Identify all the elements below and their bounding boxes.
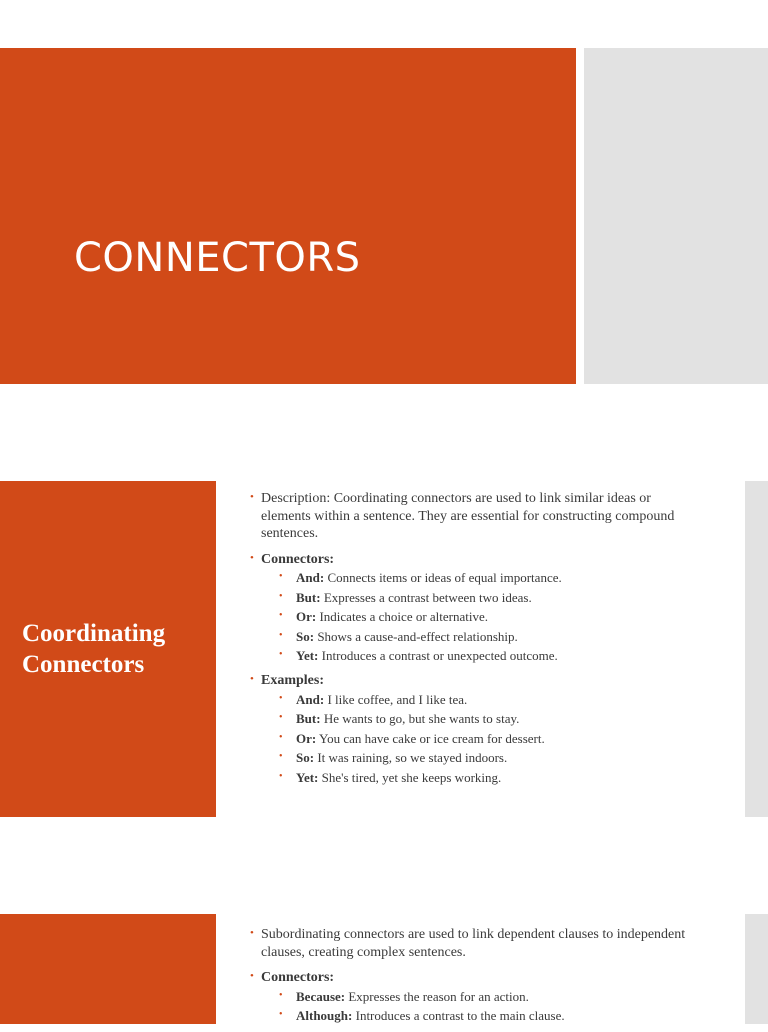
description-bullet — [250, 926, 700, 961]
example-term: Or: — [296, 730, 317, 746]
connectors-bullet — [250, 551, 700, 665]
connector-text: Indicates a choice or alternative. — [319, 609, 489, 624]
example-text: He wants to go, but she wants to stay. — [323, 711, 520, 726]
connector-text: Introduces a contrast or unexpected outcome. — [321, 648, 558, 663]
connector-item — [261, 590, 700, 606]
connectors-heading: Connectors: — [261, 970, 335, 985]
connector-item — [261, 570, 700, 586]
examples-bullet — [250, 672, 700, 786]
connector-text: Expresses the reason for an action. — [348, 988, 529, 1004]
heading-line-1: Coordinating — [22, 620, 166, 647]
title-slide-panel — [0, 48, 576, 384]
connector-term: And: — [296, 570, 325, 585]
example-text: She's tired, yet she keeps working. — [321, 769, 502, 785]
coordinating-content — [250, 490, 700, 794]
subordinating-title-panel — [0, 914, 216, 1024]
connector-text: Connects items or ideas of equal importance. — [327, 570, 562, 585]
example-text: You can have cake or ice cream for dessert. — [319, 730, 545, 746]
example-term: And: — [296, 691, 325, 707]
example-term: But: — [296, 711, 321, 726]
example-item — [261, 711, 700, 727]
description-text: Subordinating connectors are used to link dependent clauses to independent clauses, creating complex sentences. — [261, 927, 686, 960]
slide3-side-strip — [745, 914, 768, 1024]
example-text: I like coffee, and I like tea. — [327, 691, 468, 707]
connector-text: Introduces a contrast to the main clause. — [355, 1008, 565, 1023]
subordinating-content — [250, 926, 700, 1032]
connectors-heading: Connectors: — [261, 551, 335, 567]
example-item — [261, 731, 700, 747]
description-text: Description: Coordinating connectors are used to link similar ideas or elements within a sentence. They are essential for constructing compound sentences. — [261, 491, 675, 541]
connector-item — [261, 989, 700, 1005]
title-slide-side-panel — [584, 48, 768, 384]
example-item — [261, 770, 700, 786]
slide2-side-strip — [745, 481, 768, 817]
connectors-bullet — [250, 969, 700, 1024]
description-bullet — [250, 490, 700, 543]
connector-term: Yet: — [296, 648, 319, 663]
connector-term: So: — [296, 628, 315, 644]
examples-heading: Examples: — [261, 673, 324, 688]
connector-text: Shows a cause-and-effect relationship. — [317, 628, 518, 644]
connector-term: Although: — [296, 1008, 353, 1023]
connector-item — [261, 629, 700, 645]
example-text: It was raining, so we stayed indoors. — [317, 750, 508, 765]
example-item — [261, 692, 700, 708]
slide-title: CONNECTORS — [74, 235, 361, 281]
connector-item — [261, 609, 700, 625]
connector-item — [261, 648, 700, 664]
connector-item — [261, 1008, 700, 1024]
example-item — [261, 750, 700, 766]
coordinating-connectors-heading — [22, 618, 165, 680]
example-term: Yet: — [296, 769, 319, 785]
connector-term: Because: — [296, 988, 346, 1004]
connector-term: Or: — [296, 609, 317, 624]
heading-line-2: Connectors — [22, 651, 145, 678]
connector-term: But: — [296, 589, 321, 605]
example-term: So: — [296, 750, 315, 765]
connector-text: Expresses a contrast between two ideas. — [323, 589, 532, 605]
